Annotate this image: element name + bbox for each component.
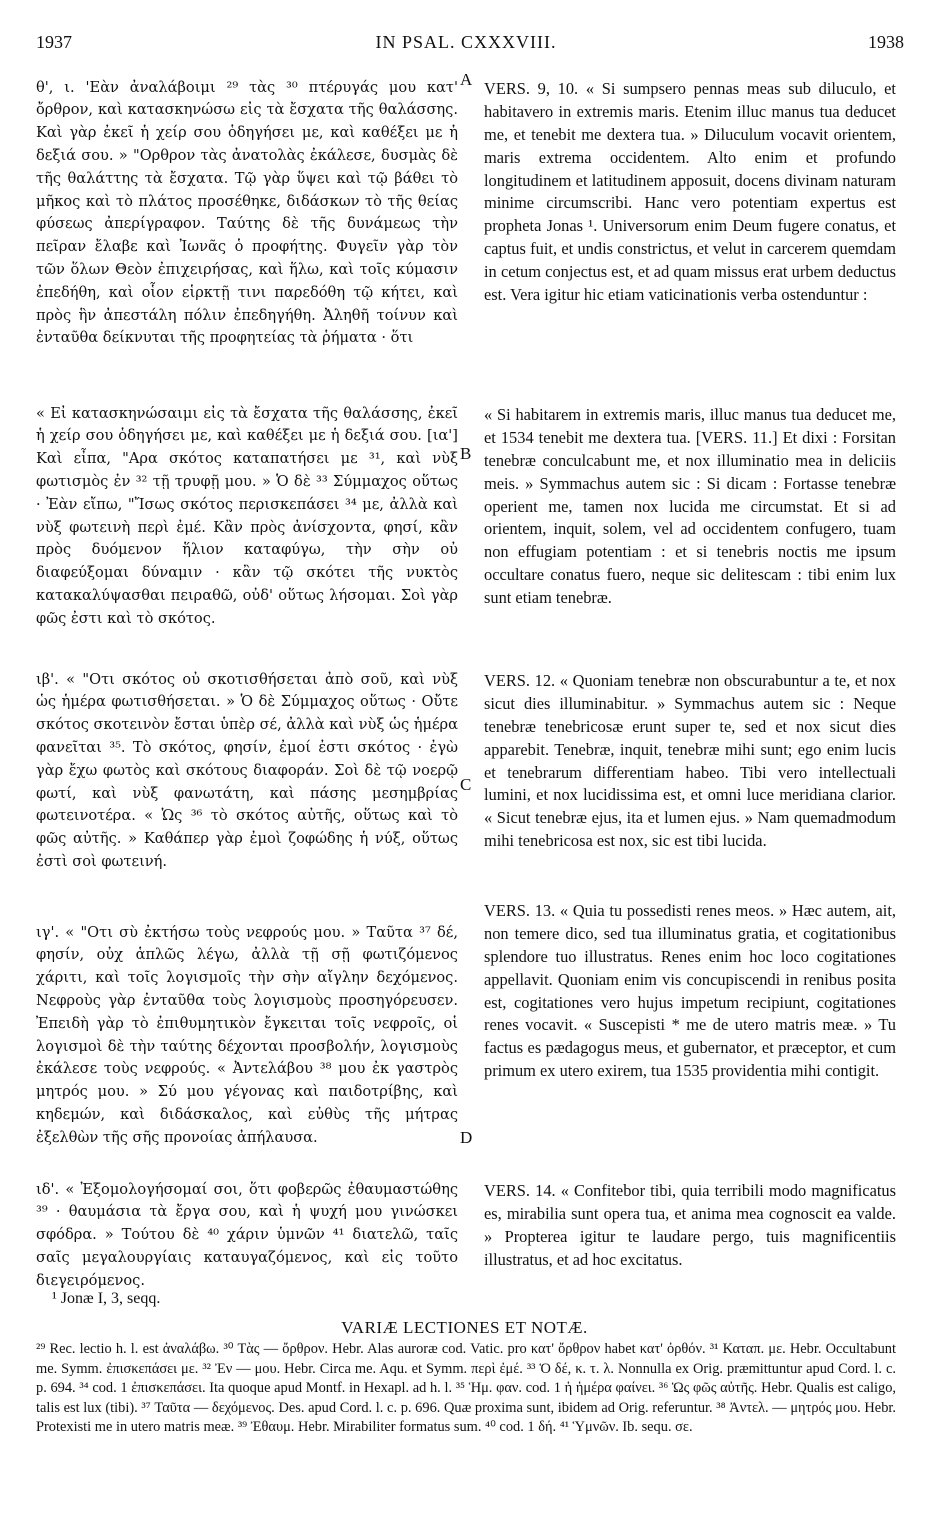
greek-paragraph: ιβ'. « "Οτι σκότος οὐ σκοτισθήσεται ἀπὸ σοῦ, καὶ νὺξ ὡς ἡμέρα φωτισθήσεται. » Ὁ δὲ Σύμμαχος οὕτως · Οὔτε σκότος σκοτεινὸν ἔσται ὑπὲρ σέ, ἀλλὰ καὶ νὺξ ὡς ἡμέρα φανεῖται ³⁵. Τὸ σκότος, φησίν, ἐμοί ἐστι σκότος · ἐγὼ γὰρ ἔχω φωτὸς καὶ σκότους διαφοράν. Σοὶ δὲ τῷ νοερῷ φωτί, καὶ νὺξ φανωτάτη, καὶ πάσης μεσημβρίας φωτεινοτέρα. « Ὡς ³⁶ τὸ σκότος αὐτῆς, οὕτως καὶ τὸ φῶς αὐτῆς. » Καθάπερ γὰρ ἐμοὶ ζοφώδης ἡ νύξ, οὕτως ἐστὶ σοὶ φωτεινή. (36, 670, 458, 870)
page-number-left: 1937 (36, 32, 72, 52)
latin-paragraph: VERS. 14. « Confitebor tibi, quia terribili modo magnificatus es, mirabilia sunt opera tua, et anima mea cognoscit ea valde. » Propterea igitur te laudare pergo, tuis magnificentiis illustratus, et ad hoc excitatus. (484, 1181, 896, 1269)
margin-marker: B (460, 444, 472, 463)
latin-paragraph: VERS. 9, 10. « Si sumpsero pennas meas sub diluculo, et habitavero in extremis maris. Etenim illuc manus tua deducet me, et tenebit me dextera tua. » Diluculum vocavit orientem, maris extrema occidentem. Alto enim et profundo longitudinem et latitudinem apposuit, docens divinam naturam minime circumscribi. Hanc vero potentiam expertus est propheta Jonas ¹. Universorum enim Deum fugere conatus, et captus fuit, et undis constrictus, et velut in carcerem quemdam in cetum conjectus est, et ad quam missus erat urbem deductus est. Vera igitur hic etiam vaticinationis verba ostenduntur : (484, 79, 896, 304)
greek-paragraph: « Εἰ κατασκηνώσαιμι εἰς τὰ ἔσχατα τῆς θαλάσσης, ἐκεῖ ἡ χείρ σου ὁδηγήσει με, καὶ καθέξει με ἡ δεξιά σου. [ια'] Καὶ εἶπα, "Αρα σκότος καταπατήσει με ³¹, καὶ νὺξ φωτισμὸς ἐν ³² τῇ τρυφῇ μου. » Ὁ δὲ ³³ Σύμμαχος οὕτως · Ἐὰν εἴπω, "Ἴσως σκότος περισκεπάσει ³⁴ με, ἀλλὰ καὶ νὺξ φωτεινὴ περὶ ἐμέ. Κἂν πρὸς ἀνίσχοντα, φησί, κἂν πρὸς δυόμενον ἥλιον καταφύγω, τὴν σὴν οὐ διαφεύξομαι δύναμιν · κἂν τῷ σκότει τῆς νυκτὸς κατακαλύψασθαι πειραθῶ, οὐδ' οὕτως λήσομαι. Σοὶ γὰρ φῶς ἐστι καὶ τὸ σκότος. (36, 404, 458, 627)
page-number-right: 1938 (868, 32, 904, 52)
margin-marker: C (460, 775, 472, 794)
margin-marker: A (460, 70, 473, 89)
running-title: IN PSAL. CXXXVIII. (375, 32, 557, 52)
greek-paragraph: ιδ'. « Ἐξομολογήσομαί σοι, ὅτι φοβερῶς ἐθαυμαστώθης ³⁹ · θαυμάσια τὰ ἔργα σου, καὶ ἡ ψυχή μου γινώσκει σφόδρα. » Τούτου δὲ ⁴⁰ χάριν ὑμνῶν ⁴¹ διατελῶ, ταῖς σαῖς μεγαλουργίαις καταυγαζόμενος, καὶ εἰς τοῦτο διεγειρόμενος. (36, 1180, 458, 1289)
latin-paragraph: VERS. 13. « Quia tu possedisti renes meos. » Hæc autem, ait, non temere dico, sed tua illuminatus gratia, et cogitationibus splendore tuo illustratus. Renes enim hoc loco cogitationes appellavit. Quoniam enim vis concupiscendi in renibus posita est, cogitationes vero hujus impetum recipiunt, cogitationes renes vocavit. « Suscepisti * me de utero matris meæ. » Tu factus es pædagogus meus, et gubernator, et præceptor, et cum primum ex utero exirem, tua 1535 providentia mihi contigit. (484, 901, 896, 1080)
margin-marker: D (460, 1128, 473, 1147)
footnote: ¹ Jonæ I, 3, seqq. (52, 1290, 161, 1307)
notes-heading: VARIÆ LECTIONES ET NOTÆ. (341, 1318, 588, 1337)
latin-paragraph: « Si habitarem in extremis maris, illuc manus tua deducet me, et 1534 tenebit me dextera tua. [VERS. 11.] Et dixi : Forsitan tenebræ conculcabunt me, et nox illuminatio mea in deliciis meis. » Symmachus autem sic : Si dicam : Fortasse tenebræ operient me, tamen nox lucida me circumstat. Et si ad orientem, inquit, solem, vel ad occidentem confugero, tuam non effugiam potentiam : et si tenebris noctis me ipsum occultare conatus fuero, neque sic delitescam : tibi enim lux sunt etiam tenebræ. (484, 405, 896, 607)
variant-notes: ²⁹ Rec. lectio h. l. est ἀναλάβω. ³⁰ Τὰς — ὄρθρον. Hebr. Alas auroræ cod. Vatic. pro κατ' ὄρθρον habet κατ' ὀρθόν. ³¹ Καταπ. με. Hebr. Occultabunt me. Symm. ἐπισκεπάσει με. ³² Ἐν — μου. Hebr. Circa me. Aqu. et Symm. περὶ ἐμέ. ³³ Ὁ δέ, κ. τ. λ. Nonnulla ex Orig. præmittuntur apud Cord. l. c. p. 694. ³⁴ cod. 1 ἐπισκεπάσει. Ita quoque apud Montf. in Hexapl. ad h. l. ³⁵ Ἡμ. φαν. cod. 1 ἡ ἡμέρα φαίνει. ³⁶ Ὡς φῶς αὐτῆς. Hebr. Qualis est caligo, talis est lux (tibi). ³⁷ Ταῦτα — δεχόμενος. Des. apud Cord. l. c. p. 696. Quæ proxima sunt, ibidem ad Orig. referuntur. ³⁸ Ἀντελ. — μητρός μου. Hebr. Protexisti me in utero matris meæ. ³⁹ Ἐθαυμ. Hebr. Mirabiliter formatus sum. ⁴⁰ cod. 1 δή. ⁴¹ Ὑμνῶν. Ib. sequ. σε. (36, 1341, 896, 1436)
greek-paragraph: θ', ι. 'Εὰν ἀναλάβοιμι ²⁹ τὰς ³⁰ πτέρυγάς μου κατ' ὄρθρον, καὶ κατασκηνώσω εἰς τὰ ἔσχατα τῆς θαλάσσης. Καὶ γὰρ ἐκεῖ ἡ χείρ σου ὁδηγήσει με, καὶ καθέξει με ἡ δεξιά σου. » "Ορθρον τὰς ἀνατολὰς ἐκάλεσε, δυσμὰς δὲ τῆς θαλάττης τὰ ἔσχατα. Τῷ γὰρ ὕψει καὶ τῷ βάθει τὸ μῆκος καὶ τὸ πλάτος προσέθηκε, διδάσκων τὸ τῆς θείας φύσεως ἀπερίγραφον. Ταύτης δὲ τῆς δυνάμεως τὴν πεῖραν ἔλαβε καὶ Ἰωνᾶς ὁ προφήτης. Φυγεῖν γὰρ τὸν τῶν ὅλων Θεὸν ἐπιχειρήσας, καὶ ἥλω, καὶ τοῖς κύμασιν ἐπεδήθη, καὶ οἷον εἱρκτῇ τινι παρεδόθη τῷ κήτει, καὶ πρὸς ἣν ἀπεστάλη πόλιν ἐπεδηγήθη. Ἀληθῆ τοίνυν καὶ ἐνταῦθα δείκνυται τῆς προφητείας τὰ ῥήματα · ὅτι (36, 78, 458, 347)
greek-paragraph: ιγ'. « "Οτι σὺ ἐκτήσω τοὺς νεφρούς μου. » Ταῦτα ³⁷ δέ, φησίν, οὐχ ἁπλῶς λέγω, ἀλλὰ τῇ σῇ φωτιζόμενος χάριτι, καὶ τοῖς λογισμοῖς τὴν σὴν αἴγλην δεχόμενος. Νεφροὺς γὰρ ἐνταῦθα τοὺς λογισμοὺς προσηγόρευσεν. Ἐπειδὴ γὰρ τὸ ἐπιθυμητικὸν ἔγκειται τοῖς νεφροῖς, οἱ λογισμοὶ δὲ τὴν ταύτης δέχονται προσβολήν, λογισμοὺς ἐκάλεσε τοὺς νεφρούς. « Ἀντελάβου ³⁸ μου ἐκ γαστρὸς μητρός μου. » Σύ μου γέγονας καὶ παιδοτρίβης, καὶ κηδεμών, καὶ διδάσκαλος, καὶ εὐθὺς τῆς μήτρας ἐξελθὼν τῆς σῆς προνοίας ἀπήλαυσα. (36, 923, 458, 1146)
page-header (28, 20, 904, 56)
latin-paragraph: VERS. 12. « Quoniam tenebræ non obscurabuntur a te, et nox sicut dies illuminabitur. » Symmachus autem sic : Neque tenebræ tenebricosæ erunt super te, sed et nox sicut dies apparebit. Tenebræ, inquit, tenebræ mihi sunt; ego enim lucis et tenebrarum differentiam habeo. Tibi vero intellectuali lumini, et nox lucidissima est, et omni luce meridiana clarior. « Sicut tenebræ ejus, ita et lumen ejus. » Nam quemadmodum mihi tenebricosa est nox, sic est tibi lucida. (484, 671, 896, 850)
